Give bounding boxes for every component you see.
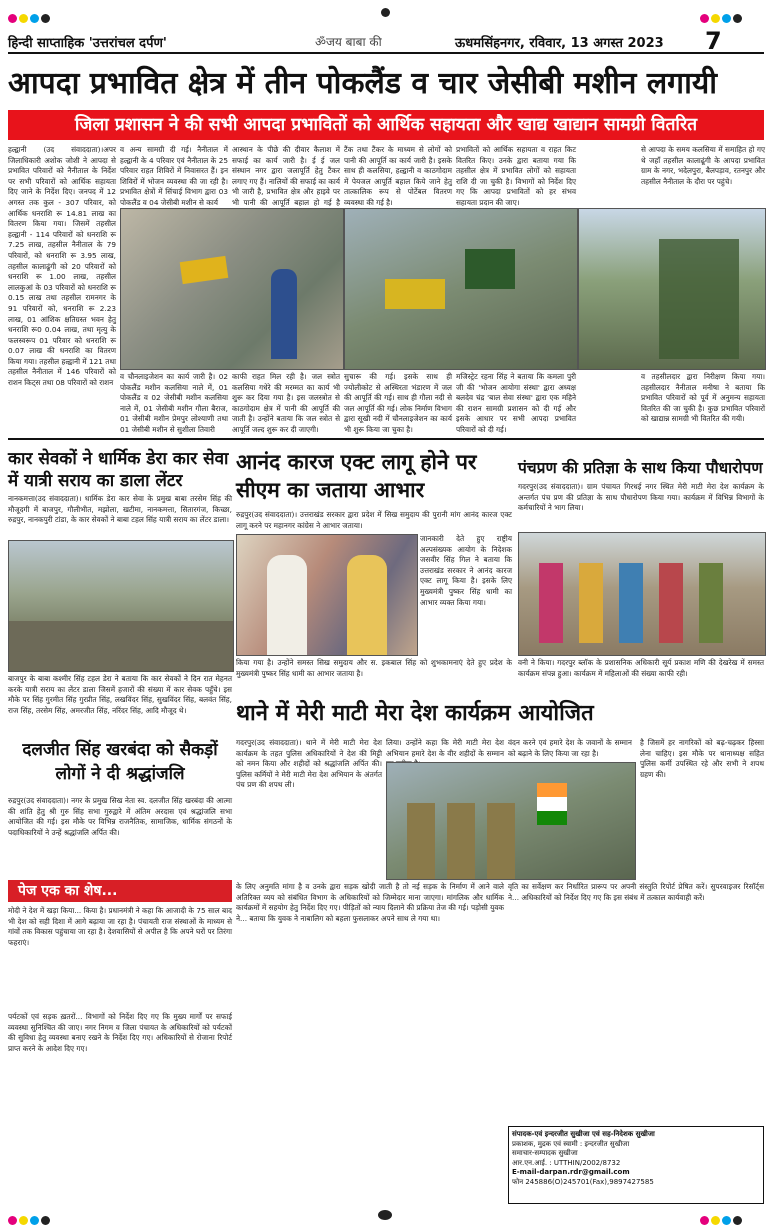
imprint-line2: प्रकाशक, मुद्रक एवं स्वामी : इन्दरजीत सुखीजा xyxy=(512,1139,630,1148)
person-right xyxy=(347,555,387,655)
om-icon: ॐ xyxy=(315,35,326,49)
registration-mark-top xyxy=(381,8,390,17)
lead-col3: आस्थान के पीछे की दीवार कैलाश में सफाई का कार्य जारी है। ई ई जल संस्थान नगर द्वारा जलापूर्ति हेतु टैंकर लगाए गए हैं। नालियों की सफाई का कार्य भी जारी है, प्रभावित क्षेत्र और हाइवे पर भी पानी की आपूर्ति बहाल हो गई है xyxy=(232,145,340,207)
anand-karaj-body: रुद्रपुर(उद संवाददाता)। उत्तराखंड सरकार द्वारा प्रदेश में सिख समुदाय की पुरानी मांग आनंद कारज एक्ट लागू करने पर महानगर कांग्रेस ने आभार जताया। xyxy=(236,510,512,530)
lead-col6: से आपदा के समय कलसिया में समाहित हो गए थे जहाँ तहसील कालाढूंगी के आपदा प्रभावित ग्राम के नगर, भदेलपुरा, बैलपड़ाव, रतनपुर और तहसील नैनीताल के दौरा पर पहुंचे। xyxy=(641,145,765,186)
maati-headline: थाने में मेरी माटी मेरा देश कार्यक्रम आयोजित xyxy=(236,701,594,726)
anand-karaj-headline: आनंद कारज एक्ट लागू होने पर सीएम का जताया आभार xyxy=(236,450,477,502)
woman-figure-5 xyxy=(699,563,723,643)
woman-figure-3 xyxy=(619,563,643,643)
lead-col1b: व चौनलाइजेशन का कार्य जारी है। 02 पोकलैंड मशीन कलसिया नाले में, 01 पोकलैंड व 02 जेसीबी मशीन कलसिया नाले में, 01 जेसीबी मशीन गौला बैराज, 01 जेसीबी मशीन प्रेमपुर लोश्याणी तथा 01 जेसीबी मशीन से सुशीला तिवारी xyxy=(120,372,228,434)
page-number: 7 xyxy=(705,27,722,55)
construction-roof xyxy=(9,621,233,671)
imprint-line5: E-mail-darpan.rdr@gmail.com xyxy=(512,1168,630,1176)
maati-lower: के लिए अनुमति मांगा है व उनके द्वारा सड़क खोदी जाती है तो नई सड़क के निर्माण में आने वाले अतिरिक्त व्यय को संबंधित विभाग के अधिकारियों को जिम्मेदार माना जाएगा। मांगलिक और धार्मिक कार्यक्रमों में सहयोग हेतु निर्देश दिए गए। पीड़ितों को न्याय दिलाने की प्रक्रिया तेज की गई। पड़ोसी युवक ने... बताया कि युवक ने नाबालिग को बहला फुसलाकर अपने साथ ले गया था। xyxy=(236,882,504,923)
tractor-shape xyxy=(465,249,515,289)
lead-col3b: सुचारू की गई। इसके साथ ही ज्योलीकोट से अस्थिरता भंडारण में जल की आपूर्ति की गई। साथ ही गौला नदी से जल आपूर्ति की गई। लोक निर्माण विभाग द्वारा सूखी नदी में चौनलाइजेशन का कार्य भी शुरू किया जा चुका है। xyxy=(344,372,452,434)
maati-right: वृति का सर्वेक्षण कर निर्धारित प्रारूप पर अपनी संस्तुति रिपोर्ट प्रेषित करें। सुपरवाइजर रिसॉर्ट्स ने... अधिकारियों को निर्देश दिए गए कि इस संबंध में तत्काल कार्यवाही करें। xyxy=(508,882,764,902)
flag-white xyxy=(537,797,567,811)
registration-mark-bottom xyxy=(378,1210,392,1220)
panch-pran-bottom: वनी ने किया। गदरपुर ब्लॉक के प्रशासनिक अधिकारी सूर्य प्रकाश मणि की देखरेख में समस्त कार्यक्रम संपन्न हुआ। कार्यक्रम में महिलाओं की संख्या काफी रही। xyxy=(518,658,764,678)
lead-col5b: व तहसीलदार द्वारा निरीक्षण किया गया। तहसीलदार नैनीताल मनीषा ने बताया कि प्रभावित परिवारों को पूर्व में अनुमन्य सहायता वितरित की जा चुकी है। कुछ प्रभावित परिवारों को खाद्यान्न सामग्री भी वितरित की गयी। xyxy=(641,372,765,424)
lead-headline: आपदा प्रभावित क्षेत्र में तीन पोकलैंड व चार जेसीबी मशीन लगायी xyxy=(8,66,718,101)
color-registration-dots-top-right xyxy=(700,8,744,27)
color-registration-dots-top-left xyxy=(8,8,52,27)
photo-plantation xyxy=(518,532,766,656)
photo-excavator-site xyxy=(120,208,344,370)
lead-col2: व अन्य सामग्री दी गई। नैनीताल में हल्द्वानी के 4 परिवार एवं नैनीताल के 25 परिवार राहत शिविरों में निवासरत हैं। इन शिविरों में भोजन व्यवस्था की जा रही है। प्रभावित क्षेत्रों में सिंचाई विभाग द्वारा 03 पोकलैंड व 04 जेसीबी मशीन से कार्य xyxy=(120,145,228,207)
imprint-line6: फोन 245886(O)245701(Fax),9897427585 xyxy=(512,1177,654,1186)
place-date: ऊधमसिंहनगर, रविवार, 13 अगस्त 2023 xyxy=(455,36,664,51)
paper-title: हिन्दी साप्ताहिक 'उत्तरांचल दर्पण' xyxy=(8,36,167,51)
imprint-line1: संपादक-एवं इन्दरजीत सुखीजा एवं सह-निदेशक सुखीजा xyxy=(512,1130,655,1138)
anand-karaj-side: जानकारी देते हुए राष्ट्रीय अल्पसंख्यक आयोग के निदेशक जसवीर सिंह गिल ने बताया कि उत्तराखंड सरकार ने आनंद कारज एक्ट लागू किया है। इसके लिए मुख्यमंत्री पुष्कर सिंह धामी का आभार व्यक्त किया गया। xyxy=(420,534,512,607)
tribute-headline: दलजीत सिंह खरबंदा को सैकड़ों लोगों ने दी श्रद्धांजलि xyxy=(22,740,218,784)
maati-col3: वंदन करने एवं हमारे देश के जवानों के सम्मान को बढ़ाने के लिए किया जा रहा है। xyxy=(508,738,632,758)
pej-body: मोदी ने देश में खड़ा किया... किया है। प्रधानमंत्री ने कहा कि आजादी के 75 साल बाद भी देश को सही दिशा में आगे बढ़ाया जा रहा है। पंचायती राज संस्थाओं के माध्यम से गांवों तक विकास पहुंचाया जा रहा है। देशवासियों से अपील है कि अपने घरों पर तिरंगा फहराएं। xyxy=(8,906,232,947)
imprint-box xyxy=(508,1126,764,1204)
lead-col5: प्रभावितों को आर्थिक सहायता व राहत किट वितरित किए। उनके द्वारा बताया गया कि तहसील क्षेत्र में प्रभावित लोगों को सहायता राशि दी जा चुकी है। विभागों को निर्देश दिए गए कि आपदा प्रभावितों को हर संभव सहायता प्रदान की जाए। xyxy=(456,145,576,207)
section-divider xyxy=(8,438,764,440)
tribute-body: रुद्रपुर(उद संवाददाता)। नगर के प्रमुख सिख नेता स्व. दलजीत सिंह खरबंदा की आत्मा की शांति हेतु श्री गुरु सिंह सभा गुरुद्वारे में अंतिम अरदास एवं श्रद्धांजलि सभा आयोजित की गई। इस मौके पर विभिन्न राजनैतिक, सामाजिक, धार्मिक संगठनों के पदाधिकारियों ने उन्हें श्रद्धांजलि अर्पित की। xyxy=(8,796,232,837)
lead-col4: टैंक तथा टैंकर के माध्यम से लोगों को पानी की आपूर्ति का कार्य जारी है। इसके साथ ही कलसिया, हल्द्वानी व काठगोदाम में पेयजल आपूर्ति बहाल किये जाने हेतु तात्कालिक रूप से पोर्टेबल वितरण व्यवस्था की गई है। xyxy=(344,145,452,207)
maati-col4: है जिसमें हर नागरिकों को बढ़-चढ़कर हिस्सा लेना चाहिए। इस मौके पर थानाध्यक्ष सहित पुलिस कर्मी उपस्थित रहे और सभी ने शपथ ग्रहण की। xyxy=(640,738,764,779)
officer-figure-1 xyxy=(407,803,435,879)
lead-subhead: जिला प्रशासन ने की सभी आपदा प्रभावितों को आर्थिक सहायता और खाद्य खाद्यान सामग्री वितरित xyxy=(8,110,764,140)
imprint-line3: समाचार-सम्पादक सुखीजा xyxy=(512,1149,578,1157)
photo-nala-cleaning xyxy=(578,208,766,370)
flag-green xyxy=(537,811,567,825)
kar-sevak-headline: कार सेवकों ने धार्मिक डेरा कार सेवा में यात्री सराय का डाला लेंटर xyxy=(8,449,229,491)
photo-jcb-drain xyxy=(344,208,578,370)
officer-figure-2 xyxy=(447,803,475,879)
officer-figure-3 xyxy=(487,803,515,879)
lead-col2b: काफी राहत मिल रही है। जल स्त्रोत कलसिया गधेरे की मरम्मत का कार्य भी शुरू कर दिया गया है। इस जलस्त्रोत से काठगोदाम क्षेत्र में पानी की आपूर्ति की जाती है। उन्होंने बताया कि जल स्त्रोत से आपूर्ति जल्द शुरू कर दी जाएगी। xyxy=(232,372,340,434)
panch-pran-headline: पंचप्रण की प्रतिज्ञा के साथ किया पौधारोपण xyxy=(518,459,763,477)
photo-police-station xyxy=(386,762,636,880)
pej-body2: पर्यटकों एवं सड़क ख़तरों... विभागों को निर्देश दिए गए कि मुख्य मार्गों पर सफाई व्यवस्था सुनिश्चित की जाए। नगर निगम व जिला पंचायत के अधिकारियों को पर्यटकों की सुविधा हेतु व्यवस्था बनाए रखने के निर्देश दिए गए। अधिकारियों से रोजाना रिपोर्ट प्राप्त करने के आदेश दिए गए। xyxy=(8,1012,232,1053)
excavator-shape xyxy=(180,256,229,284)
center-mark: ॐजय बाबा की xyxy=(315,35,382,49)
woman-figure-1 xyxy=(539,563,563,643)
color-registration-dots-bottom-right xyxy=(700,1210,744,1229)
maati-col2: लिया। उन्होंने कहा कि मेरी माटी मेरा देश अभियान हमारे देश के वीर शहीदों के सम्मान xyxy=(386,738,504,758)
lead-col1: हल्द्वानी (उद संवाददाता)।अपर जिलाधिकारी अशोक जोशी ने आपदा से प्रभावित परिवारों को नैनीताल के निर्देश पर सभी परिवारों को आर्थिक सहायता दिए जाने के निर्देश दिए। जनपद में 12 अगस्त तक कुल - 307 परिवार, को आर्थिक धनराशि रू 14.81 लाख का वितरण किया गया। जिसमें तहसील हल्द्वानी - 114 परिवारों को धनराशि रू 7.25 लाख, तहसील नैनीताल के 79 परिवारों, को धनराशि रू 3.95 लाख, तहसील कालाढूंगी को 20 परिवारों को धनराशि रू 1.00 लाख, तहसील लालकुआं के 03 परिवारों को धनराशि रू 0.15 लाख तथा तहसील रामनगर के 91 परिवारों को, धनराशि रू 2.23 लाख, 01 आंशिक क्षतिग्रस्त भवन हेतु धनराशि रू0 0.04 लाख, तथा मृत्यु के फलस्वरूप 01 परिवार को धनराशि रू 0.07 लाख की धनराशि का वितरण किया गया। तहसील हल्द्वानी में 121 तथा तहसील नैनीताल में 146 परिवारों को राशन किट्स तथा 08 परिवारों को राशन xyxy=(8,145,116,388)
woman-figure-4 xyxy=(659,563,683,643)
continued-from-page-one-bar: पेज एक का शेष... xyxy=(8,880,232,902)
tree-shape xyxy=(659,239,739,359)
anand-karaj-bottom: किया गया है। उन्होंने समस्त सिख समुदाय और स. इकबाल सिंह को शुभकामनाएं देते हुए प्रदेश के मुख्यमंत्री पुष्कर सिंह धामी का आभार जताया है। xyxy=(236,658,512,678)
flag-saffron xyxy=(537,783,567,797)
kar-sevak-body: नानकमत्ता(उद संवाददाता)। धार्मिक डेरा कार सेवा के प्रमुख बाबा तरसेम सिंह की मौजूदगी में बाजपुर, गौलीभीत, मझोला, खटीमा, नानकमत्ता, सितारगंज, किच्छा, रुद्रपुर, नानकपुरी टांडा, के कार सेवकों ने बाबा टहल सिंह यात्री सराय का लेंटर डाला। xyxy=(8,494,232,525)
imprint-line4: आर.एन.आई. : UTTHIN/2002/8732 xyxy=(512,1158,621,1167)
kar-sevak-body2: बाजपुर के बाबा कश्मीर सिंह टहल डेरा ने बताया कि कार सेवकों ने दिन रात मेहनत करके यात्री सराय का लेंटर डाला जिसमें हजारों की संख्या में कार सेवक पहुँचे। इस मौके पर सिंह गुरमीत सिंह गुरप्रीत सिंह, लखविंदर सिंह, सुखविंदर सिंह, बलवंत सिंह, राज सिंह, तरसेम सिंह, अमरजीत सिंह, नरिंदर सिंह, आदि मौजूद थे। xyxy=(8,674,232,715)
color-registration-dots-bottom-left xyxy=(8,1210,52,1229)
photo-cm-meeting xyxy=(236,534,418,656)
person-left xyxy=(267,555,307,655)
photo-yatri-saray xyxy=(8,540,234,672)
person-figure xyxy=(271,269,297,359)
jcb-shape xyxy=(385,279,445,309)
panch-pran-body: गदरपुर(उद संवाददाता)। ग्राम पंचायत गिरधई नगर स्थित मेरी माटी मेरा देश कार्यक्रम के अन्तर्गत पंच प्रण की प्रतिज्ञा के साथ पौधारोपण किया गया। कार्यक्रम में विभिन्न विभागों के कर्मचारियों ने भाग लिया। xyxy=(518,482,764,513)
woman-figure-2 xyxy=(579,563,603,643)
lead-col4b: मजिस्ट्रेट रहना सिंह ने बताया कि कमला पुरी जी की 'भोजन आयोगा संस्था' द्वारा अध्यक्ष बलदेव चंद्र 'बाल सेवा संस्था' द्वारा एक महिने की राशन सामग्री प्रशासन को दी गई और इसके आधार पर सभी आपदा प्रभावित परिवारों को दी गई। xyxy=(456,372,576,434)
maati-col1: गदरपुर(उद संवाददाता)। थाने में मेरी माटी मेरा देश कार्यक्रम के तहत पुलिस अधिकारियों ने देश की मिट्टी को नमन किया और शहीदों को श्रद्धांजलि अर्पित की। पुलिस कर्मियों ने मेरी माटी मेरा देश अभियान के अंतर्गत पंच प्रण की शपथ ली। xyxy=(236,738,382,790)
